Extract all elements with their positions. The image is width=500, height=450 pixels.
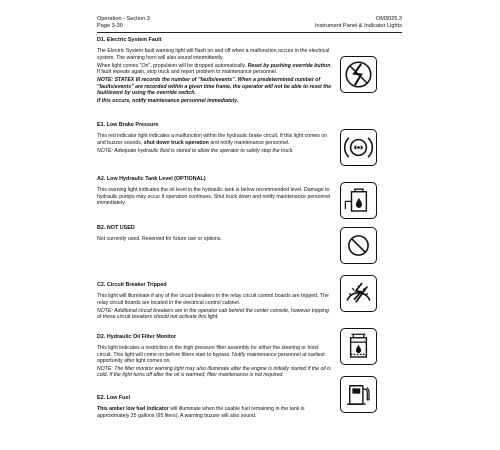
section-title: B2. NOT USED bbox=[97, 225, 135, 231]
section-title: A2. Low Hydraulic Tank Level (OPTIONAL) bbox=[97, 176, 206, 182]
not-used-icon bbox=[340, 227, 377, 264]
section-d1 bbox=[97, 37, 332, 107]
header-left bbox=[97, 16, 150, 30]
low-fuel-icon bbox=[340, 376, 377, 413]
emphasis-text: Reset by pushing override button bbox=[247, 62, 331, 69]
brake-pressure-icon bbox=[340, 129, 377, 166]
section-label: Operation - Section 3 bbox=[97, 16, 150, 22]
section-title: D1. Electric System Fault bbox=[97, 37, 162, 43]
emphasis-text: shut down truck operation bbox=[143, 139, 209, 146]
section-note: NOTE: Additional circuit breakers are in the operator cab behind the center console, however tripping of these circuit breakers should not activate this light. bbox=[97, 307, 329, 321]
document-number: OM3025.3 bbox=[375, 16, 402, 22]
body-text: . If fault repeats again, stop truck and report problem to maintenance personnel. bbox=[97, 62, 332, 76]
section-e2 bbox=[97, 395, 332, 421]
header-right bbox=[315, 16, 402, 30]
body-text: When light comes "On", propulsion will be dropped automatically. bbox=[97, 62, 248, 69]
section-note-2: If this occurs, notify maintenance personnel immediately. bbox=[97, 98, 239, 105]
section-body: Not currently used. Reserved for future use or options. bbox=[97, 236, 222, 243]
page-header bbox=[97, 14, 402, 33]
section-body bbox=[97, 133, 332, 146]
section-note: NOTE: Adequate hydraulic fluid is stored to allow the operator to safely stop the truck. bbox=[97, 147, 294, 154]
circuit-breaker-icon bbox=[340, 275, 377, 312]
section-note: NOTE: The filter monitor warning light may also illuminate after the engine is initially started if the oil is cold. If the light turns off after the oil is warmed, filter maintenance is not required. bbox=[97, 366, 331, 379]
section-body: This light will illuminate if any of the circuit breakers in the relay circuit control boards are tripped. The relay circuit boards are located in the electrical control cabinet. bbox=[97, 293, 329, 306]
section-body: This light indicates a restriction in the high pressure filter assembly for either the steering or hoist circuit. This light will come on before filters start to bypass. Notify maintenance personnel at earliest opportunity after light comes on. bbox=[97, 345, 325, 364]
section-title: D2. Hydraulic Oil Filter Monitor bbox=[97, 334, 177, 340]
emphasis-text: This amber low fuel indicator bbox=[97, 406, 169, 413]
body-text: This red indicator light indicates a malfunction within the hydraulic brake circuit. If this light comes on and buzzer sounds, bbox=[97, 133, 328, 146]
section-body bbox=[97, 406, 332, 419]
page-number: Page 3-30 bbox=[97, 23, 123, 29]
section-e1 bbox=[97, 122, 332, 156]
hydraulic-tank-icon bbox=[340, 182, 377, 219]
electric-fault-icon bbox=[340, 56, 377, 93]
body-text: and notify maintenance personnel. bbox=[208, 139, 290, 146]
section-b2 bbox=[97, 225, 332, 245]
section-body: This warning light indicates the oil level in the hydraulic tank is below recommended level. Damage to hydraulic pumps may occur if operation continues. Shut truck down and notify maintenance personnel immediately. bbox=[97, 187, 331, 206]
section-note: NOTE: STATEX III records the number of "faults/events". When a predetermined number of "faults/events" are recorded within a given time frame, the operator will not be able to reset the fault/event by using the override switch. bbox=[97, 77, 332, 97]
body-text: will illuminate when the usable fuel remaining in the tank is approximately 25 gallons (95 liters). A warning buzzer will also sound. bbox=[97, 406, 305, 419]
section-title: C2. Circuit Breaker Tripped bbox=[97, 282, 167, 288]
section-c2 bbox=[97, 282, 332, 322]
section-title: E1. Low Brake Pressure bbox=[97, 122, 159, 128]
oil-filter-icon bbox=[340, 328, 377, 365]
section-body: The Electric System fault warning light will flash on and off when a malfunction occurs in the electrical system. The warning horn will also sound intermittently. bbox=[97, 48, 330, 61]
section-a2 bbox=[97, 176, 332, 208]
section-title: E2. Low Fuel bbox=[97, 395, 130, 401]
section-d2 bbox=[97, 334, 332, 381]
chapter-title: Instrument Panel & Indicator Lights bbox=[314, 23, 402, 29]
section-body-2 bbox=[97, 63, 332, 76]
